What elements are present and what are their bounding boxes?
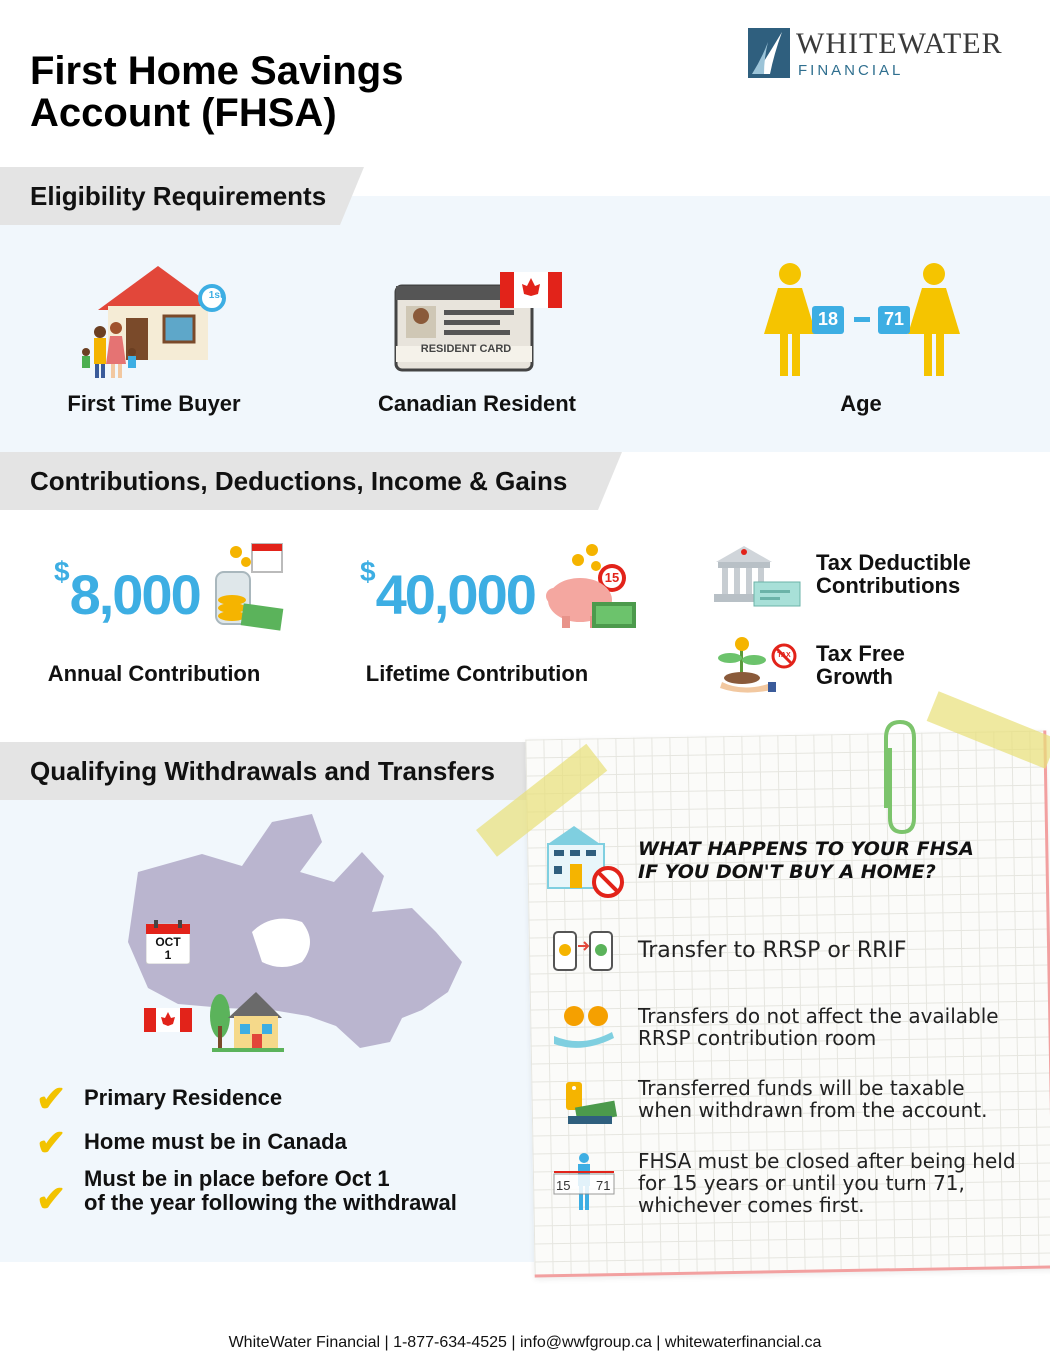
annual-amount-value: 8,000	[69, 563, 200, 626]
lifetime-amount	[360, 556, 535, 627]
note-item-taxable-line2: when withdrawn from the account.	[638, 1098, 988, 1122]
resident-card-text: RESIDENT CARD	[420, 343, 512, 355]
resident-card-icon	[392, 268, 564, 374]
phone-transfer-icon	[552, 928, 616, 974]
paperclip-icon	[880, 718, 920, 836]
first-badge: 1st	[208, 290, 224, 301]
coins-hand-icon	[552, 1002, 616, 1048]
tax-free-growth-line2: Growth	[816, 664, 893, 689]
note-item-room-line1: Transfers do not affect the available	[638, 1004, 999, 1028]
check-before-oct-1	[84, 1167, 457, 1215]
coin-jar-icon	[212, 542, 286, 632]
check-home-in-canada: Home must be in Canada	[84, 1129, 347, 1154]
family-house-icon	[78, 260, 238, 380]
note-item-closed-line2: for 15 years or until you turn 71,	[638, 1171, 965, 1195]
age-min-label: 18	[817, 309, 839, 329]
whitewater-logo	[748, 28, 1008, 82]
withdrawals-heading: Qualifying Withdrawals and Transfers	[0, 742, 530, 800]
bank-icon	[712, 542, 802, 608]
lifetime-currency: $	[360, 556, 376, 587]
age-max-label: 71	[883, 309, 905, 329]
annual-amount	[54, 556, 200, 627]
home-icon	[206, 986, 286, 1054]
tax-deductible-line2: Contributions	[816, 573, 961, 598]
first-time-buyer-label: First Time Buyer	[67, 391, 241, 416]
ruler-min: 15	[556, 1178, 571, 1193]
check-before-oct-1-line1: Must be in place before Oct 1	[84, 1166, 390, 1191]
check-icon: ✔	[36, 1078, 67, 1119]
note-item-transfer: Transfer to RRSP or RRIF	[638, 938, 907, 963]
tax-free-growth-label	[816, 642, 905, 688]
calendar-day: 1	[164, 948, 172, 962]
annual-contribution-label: Annual Contribution	[47, 661, 261, 686]
note-item-room-line2: RRSP contribution room	[638, 1026, 877, 1050]
contributions-heading: Contributions, Deductions, Income & Gains	[0, 452, 598, 510]
tax-free-growth-icon	[712, 636, 802, 694]
page-title-line2: Account (FHSA)	[30, 91, 337, 135]
note-title	[638, 838, 974, 884]
check-icon: ✔	[36, 1122, 67, 1163]
lifetime-amount-value: 40,000	[375, 563, 535, 626]
check-primary-residence: Primary Residence	[84, 1085, 283, 1110]
note-item-closed	[638, 1150, 1016, 1216]
note-item-taxable-line1: Transferred funds will be taxable	[638, 1076, 965, 1100]
tax-deductible-line1: Tax Deductible	[816, 550, 971, 575]
ruler-max: 71	[596, 1178, 611, 1193]
tax-badge: TAX	[777, 652, 791, 659]
canada-flag-icon	[144, 1008, 192, 1032]
eligibility-heading: Eligibility Requirements	[0, 167, 340, 225]
no-home-icon	[540, 822, 628, 900]
check-icon: ✔	[36, 1178, 67, 1219]
lifetime-contribution-label: Lifetime Contribution	[365, 661, 589, 686]
check-before-oct-1-line2: of the year following the withdrawal	[84, 1190, 457, 1215]
note-item-taxable	[638, 1077, 987, 1121]
calendar-month: OCT	[155, 935, 181, 949]
age-figures-icon	[760, 262, 960, 378]
age-label: Age	[840, 391, 882, 416]
note-item-room	[638, 1005, 999, 1049]
tax-free-growth-line1: Tax Free	[816, 641, 905, 666]
canadian-resident-label: Canadian Resident	[377, 391, 577, 416]
logo-name: WHITEWATER	[796, 27, 1003, 60]
note-item-closed-line1: FHSA must be closed after being held	[638, 1149, 1016, 1173]
note-title-line1: WHAT HAPPENS TO YOUR FHSA	[638, 838, 974, 860]
tax-tag-icon	[556, 1076, 620, 1128]
note-title-line2: IF YOU DON'T BUY A HOME?	[638, 861, 936, 883]
logo-sub: FINANCIAL	[798, 62, 904, 79]
sail-logo-icon	[748, 28, 790, 78]
page-title-line1: First Home Savings	[30, 49, 404, 93]
piggy-badge: 15	[604, 570, 620, 585]
annual-currency: $	[54, 556, 70, 587]
page-title	[30, 50, 403, 134]
tax-deductible-label	[816, 551, 971, 597]
piggy-bank-icon	[542, 540, 642, 636]
footer-contact: WhiteWater Financial | 1-877-634-4525 | info@wwfgroup.ca | whitewaterfinancial.ca	[228, 1334, 822, 1351]
note-item-closed-line3: whichever comes first.	[638, 1193, 865, 1217]
